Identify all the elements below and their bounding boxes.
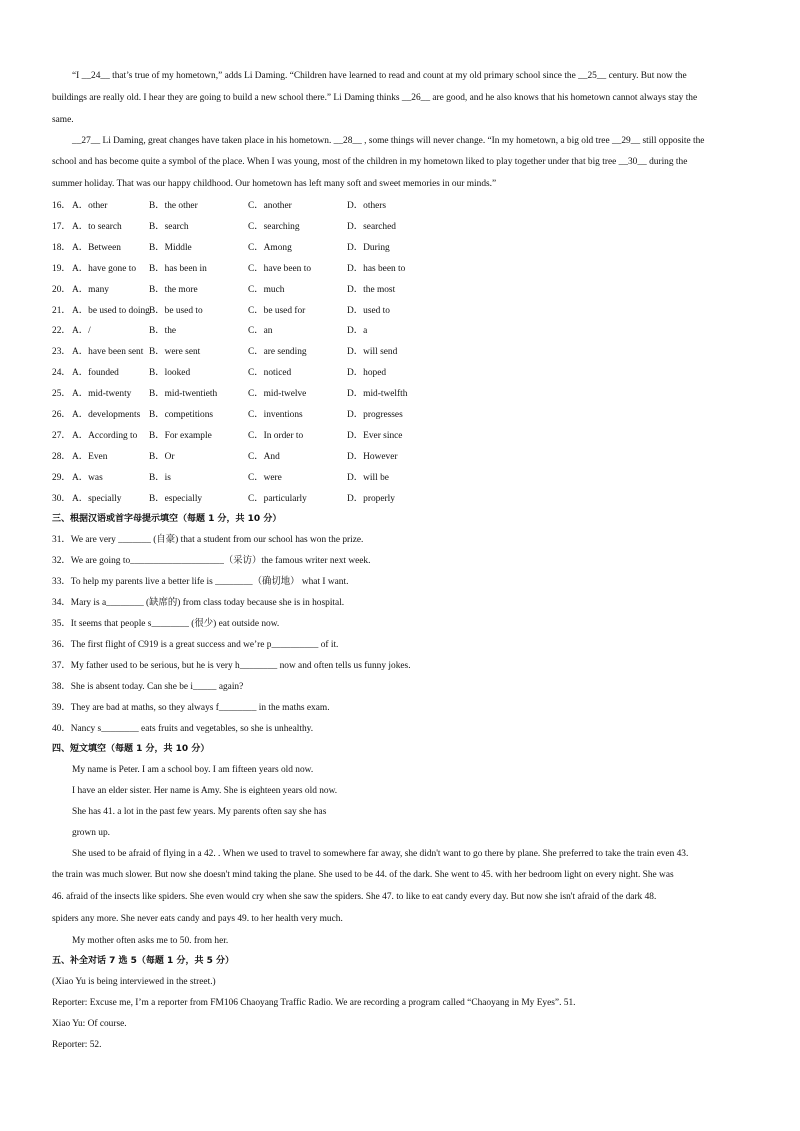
fill-question: 36．The first flight of C919 is a great success and we’re p__________ of it. <box>52 640 339 650</box>
option-b: B．competitions <box>149 410 214 420</box>
option-c: C．noticed <box>248 368 292 379</box>
question-number: 18． <box>52 242 71 253</box>
option-a: A．have been sent <box>72 347 144 358</box>
section-heading: 三、根据汉语或首字母提示填空（每题 1 分，共 10 分） <box>52 514 282 524</box>
question-number: 19． <box>52 263 71 274</box>
dialogue-line: (Xiao Yu is being interviewed in the street.) <box>52 977 216 987</box>
option-d: D．During <box>347 242 390 253</box>
question-number: 17． <box>52 221 71 232</box>
option-a: A．Even <box>72 451 108 462</box>
option-c: C．were <box>248 472 282 483</box>
cloze-line: grown up. <box>72 828 111 838</box>
question-number: 26． <box>52 410 71 420</box>
question-number: 22． <box>52 326 71 337</box>
question-number: 16． <box>52 201 71 211</box>
option-c: C．have been to <box>248 263 312 274</box>
option-a: A．other <box>72 201 108 211</box>
option-a: A．was <box>72 472 103 483</box>
question-number: 28． <box>52 451 71 462</box>
dialogue-line: Reporter: Excuse me, I’m a reporter from FM106 Chaoyang Traffic Radio. We are recording a program called “Chaoyang in My Eyes”. 51. <box>52 998 576 1008</box>
fill-question: 39．They are bad at maths, so they always f________ in the maths exam. <box>52 703 330 713</box>
cloze-line: My name is Peter. I am a school boy. I am fifteen years old now. <box>72 765 314 775</box>
option-b: B．For example <box>149 430 212 441</box>
option-c: C．an <box>248 326 273 337</box>
option-d: D．others <box>347 201 387 211</box>
question-number: 30． <box>52 493 71 504</box>
fill-question: 38．She is absent today. Can she be i_____ again? <box>52 682 244 692</box>
fill-question: 35．It seems that people s________ (很少) eat outside now. <box>52 619 280 629</box>
option-b: B．Or <box>149 451 175 462</box>
dialogue-line: Xiao Yu: Of course. <box>52 1019 127 1029</box>
option-b: B．especially <box>149 493 203 504</box>
passage-line: summer holiday. That was our happy childhood. Our hometown has left many soft and sweet memories in our minds.” <box>52 179 497 189</box>
question-number: 27． <box>52 430 71 441</box>
passage-line: buildings are really old. I hear they are going to build a new school there.” Li Daming thinks __26__ are good, and he also knows that his hometown cannot always stay the <box>52 93 698 103</box>
option-d: D．used to <box>347 305 390 316</box>
option-b: B．is <box>149 472 171 483</box>
fill-question: 32．We are going to____________________（采访）the famous writer next week. <box>52 556 371 566</box>
question-number: 21． <box>52 305 71 316</box>
option-a: A．developments <box>72 410 141 420</box>
option-b: B．Middle <box>149 242 192 253</box>
option-d: D．will be <box>347 472 389 483</box>
option-d: D．will send <box>347 347 398 358</box>
section-heading: 四、短文填空（每题 1 分，共 10 分） <box>52 744 210 754</box>
option-b: B．were sent <box>149 347 201 358</box>
option-c: C．In order to <box>248 430 304 441</box>
option-b: B．the more <box>149 284 198 295</box>
option-b: B．mid-twentieth <box>149 389 218 400</box>
option-a: A．mid-twenty <box>72 389 132 400</box>
fill-question: 37．My father used to be serious, but he is very h________ now and often tells us funny jokes. <box>52 661 411 671</box>
option-d: D．mid-twelfth <box>347 389 408 400</box>
fill-question: 40．Nancy s________ eats fruits and vegetables, so she is unhealthy. <box>52 724 314 734</box>
option-d: D．However <box>347 451 398 462</box>
question-number: 24． <box>52 368 71 379</box>
option-a: A．to search <box>72 221 122 232</box>
cloze-line: spiders any more. She never eats candy and pays 49. to her health very much. <box>52 914 343 924</box>
option-c: C．be used for <box>248 305 306 316</box>
option-a: A．/ <box>72 326 91 337</box>
option-b: B．the <box>149 326 177 337</box>
option-d: D．a <box>347 326 368 337</box>
cloze-line: the train was much slower. But now she doesn't mind taking the plane. She used to be 44. of the dark. She went to 45. with her bedroom light on every night. She was <box>52 870 674 880</box>
passage-line: “I __24__ that’s true of my hometown,” adds Li Daming. “Children have learned to read and count at my old primary school since the __25__ century. But now the <box>72 71 687 81</box>
fill-question: 31．We are very _______ (自豪) that a student from our school has won the prize. <box>52 535 364 545</box>
option-c: C．are sending <box>248 347 307 358</box>
question-number: 29． <box>52 472 71 483</box>
option-c: C．particularly <box>248 493 307 504</box>
fill-question: 34．Mary is a________ (缺席的) from class today because she is in hospital. <box>52 598 345 608</box>
option-d: D．Ever since <box>347 430 403 441</box>
question-number: 20． <box>52 284 71 295</box>
option-c: C．Among <box>248 242 292 253</box>
option-c: C．searching <box>248 221 300 232</box>
cloze-line: 46. afraid of the insects like spiders. She even would cry when she saw the spiders. She 47. to like to eat candy every day. But now she isn't afraid of the dark 48. <box>52 892 657 902</box>
option-d: D．hoped <box>347 368 387 379</box>
option-c: C．And <box>248 451 280 462</box>
option-c: C．inventions <box>248 410 303 420</box>
cloze-line: She has 41. a lot in the past few years. My parents often say she has <box>72 807 327 817</box>
option-d: D．searched <box>347 221 396 232</box>
option-b: B．be used to <box>149 305 203 316</box>
section-heading: 五、补全对话 7 选 5（每题 1 分，共 5 分） <box>52 956 234 966</box>
option-b: B．looked <box>149 368 191 379</box>
option-a: A．have gone to <box>72 263 137 274</box>
cloze-line: I have an elder sister. Her name is Amy. She is eighteen years old now. <box>72 786 338 796</box>
option-d: D．the most <box>347 284 396 295</box>
cloze-line: My mother often asks me to 50. from her. <box>72 936 229 946</box>
question-number: 25． <box>52 389 71 400</box>
passage-line: same. <box>52 115 74 125</box>
option-d: D．progresses <box>347 410 403 420</box>
option-b: B．the other <box>149 201 198 211</box>
fill-question: 33．To help my parents live a better life is ________（确切地） what I want. <box>52 577 349 587</box>
option-b: B．search <box>149 221 189 232</box>
question-number: 23． <box>52 347 71 358</box>
passage-line: __27__ Li Daming, great changes have taken place in his hometown. __28__ , some things will never change. “In my hometown, a big old tree __29__ still opposite the <box>72 136 705 146</box>
cloze-line: She used to be afraid of flying in a 42. . When we used to travel to somewhere far away, she didn't want to go there by plane. She preferred to take the train even 43. <box>72 849 689 859</box>
dialogue-line: Reporter: 52. <box>52 1040 102 1050</box>
option-a: A．According to <box>72 430 138 441</box>
option-b: B．has been in <box>149 263 207 274</box>
option-a: A．Between <box>72 242 121 253</box>
option-c: C．another <box>248 201 292 211</box>
option-d: D．properly <box>347 493 395 504</box>
passage-line: school and has become quite a symbol of the place. When I was young, most of the children in my hometown liked to play together under that big tree __30__ during the <box>52 157 688 167</box>
option-d: D．has been to <box>347 263 406 274</box>
option-a: A．specially <box>72 493 122 504</box>
option-a: A．be used to doing <box>72 305 150 316</box>
option-a: A．many <box>72 284 109 295</box>
option-c: C．much <box>248 284 285 295</box>
option-c: C．mid-twelve <box>248 389 307 400</box>
option-a: A．founded <box>72 368 119 379</box>
